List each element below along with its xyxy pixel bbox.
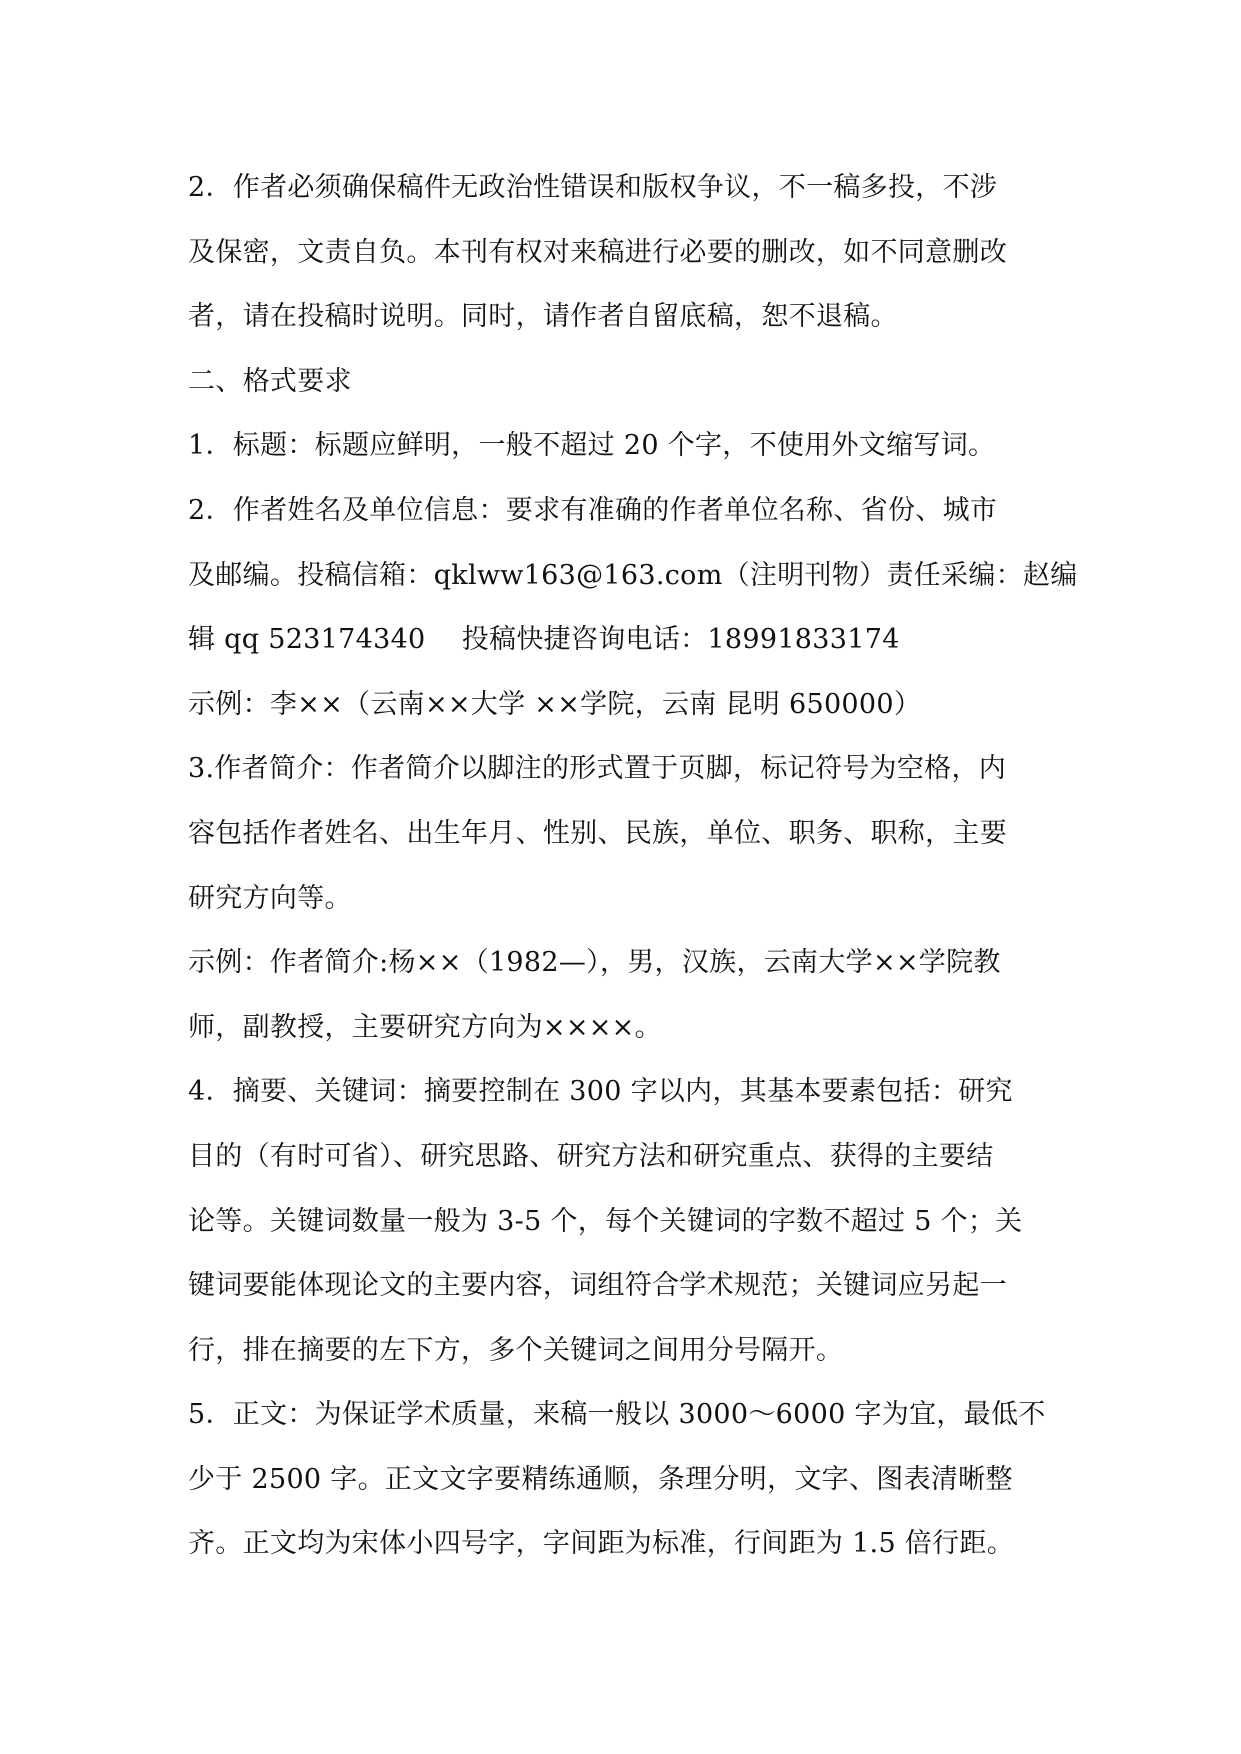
- text-line: 及邮编。投稿信箱：qklww163@163.com（注明刊物）责任采编：赵编: [188, 559, 1078, 591]
- document-body: [188, 156, 1088, 1577]
- text-line: 研究方向等。: [188, 882, 352, 914]
- text-line: 示例：李××（云南××大学 ××学院，云南 昆明 650000）: [188, 688, 922, 720]
- text-line: 师，副教授，主要研究方向为××××。: [188, 1011, 662, 1043]
- section-heading: 二、格式要求: [188, 365, 352, 397]
- text-line: 1．标题：标题应鲜明，一般不超过 20 个字，不使用外文缩写词。: [188, 430, 996, 462]
- text-line: 2．作者姓名及单位信息：要求有准确的作者单位名称、省份、城市: [188, 494, 998, 526]
- text-line: 辑 qq 523174340 投稿快捷咨询电话：18991833174: [188, 624, 900, 656]
- text-line: 4．摘要、关键词：摘要控制在 300 字以内，其基本要素包括：研究: [188, 1076, 1013, 1108]
- text-line: 及保密，文责自负。本刊有权对来稿进行必要的删改，如不同意删改: [188, 236, 1007, 268]
- text-line: 5．正文：为保证学术质量，来稿一般以 3000～6000 字为宜，最低不: [188, 1399, 1046, 1431]
- text-line: 行，排在摘要的左下方，多个关键词之间用分号隔开。: [188, 1334, 844, 1366]
- text-line: 齐。正文均为宋体小四号字，字间距为标准，行间距为 1.5 倍行距。: [188, 1528, 1015, 1560]
- text-line: 示例：作者简介:杨××（1982—），男，汉族，云南大学××学院教: [188, 947, 1001, 979]
- text-line: 3.作者简介：作者简介以脚注的形式置于页脚，标记符号为空格，内: [188, 753, 1007, 785]
- text-line: 少于 2500 字。正文文字要精练通顺，条理分明，文字、图表清晰整: [188, 1463, 1013, 1495]
- text-line: 键词要能体现论文的主要内容，词组符合学术规范；关键词应另起一: [188, 1270, 1007, 1302]
- text-line: 论等。关键词数量一般为 3-5 个，每个关键词的字数不超过 5 个；关: [188, 1205, 1023, 1237]
- text-line: 目的（有时可省）、研究思路、研究方法和研究重点、获得的主要结: [188, 1140, 994, 1172]
- text-line: 容包括作者姓名、出生年月、性别、民族，单位、职务、职称，主要: [188, 817, 1007, 849]
- text-line: 2．作者必须确保稿件无政治性错误和版权争议，不一稿多投，不涉: [188, 172, 998, 203]
- text-line: 者，请在投稿时说明。同时，请作者自留底稿，恕不退稿。: [188, 301, 898, 333]
